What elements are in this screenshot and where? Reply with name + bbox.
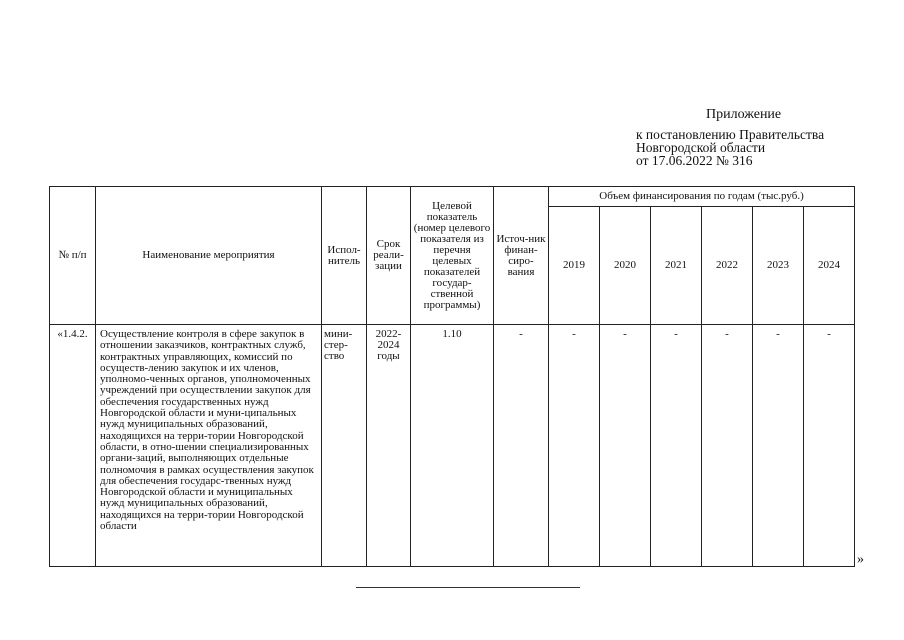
row-source: - [494, 325, 549, 567]
row-value-2020: - [600, 325, 651, 567]
table-row [50, 325, 855, 567]
header-year-2020: 2020 [600, 207, 651, 325]
appendix-title: Приложение [706, 107, 782, 122]
row-value-2023: - [753, 325, 804, 567]
header-year-2019: 2019 [549, 207, 600, 325]
header-source: Источ-ник финан-сиро-вания [494, 187, 549, 325]
closing-quote: » [857, 552, 864, 567]
appendix-line-1: к постановлению Правительства [636, 127, 825, 142]
row-executor: мини-стер-ство [322, 325, 367, 567]
appendix-line-3: от 17.06.2022 № 316 [636, 153, 753, 168]
row-term: 2022-2024 годы [367, 325, 411, 567]
footer-divider [356, 587, 580, 588]
header-year-2022: 2022 [702, 207, 753, 325]
row-name: Осуществление контроля в сфере закупок в отношении заказчиков, контрактных служб, контрактных управляющих, комиссий по осуществ-лению закупок и их членов, уполномо-ченных органов, уполномоченных учреждений при осуществлении закупок для обеспечения государственных нужд Новгородской области и муни-ципальных нужд муниципальных образований, находящихся на терри-тории Новгородской области, в отно-шении специализированных органи-заций, выполняющих отдельные полномочия в рамках осуществления закупок для обеспечения государс-твенных нужд Новгородской области и муниципальных нужд муниципальных образований, находящихся на терри-тории Новгородской области [96, 325, 322, 567]
header-year-2021: 2021 [651, 207, 702, 325]
row-value-2021: - [651, 325, 702, 567]
header-name: Наименование мероприятия [96, 187, 322, 325]
row-target: 1.10 [411, 325, 494, 567]
appendix-header [636, 108, 876, 167]
row-num: «1.4.2. [50, 325, 96, 567]
header-executor: Испол-нитель [322, 187, 367, 325]
appendix-line-2: Новгородской области [636, 140, 766, 155]
header-year-2024: 2024 [804, 207, 855, 325]
row-value-2024: - [804, 325, 855, 567]
header-funding: Объем финансирования по годам (тыс.руб.) [549, 187, 855, 207]
header-year-2023: 2023 [753, 207, 804, 325]
header-target: Целевой показатель (номер целевого показателя из перечня целевых показателей государ-ственной программы) [411, 187, 494, 325]
header-term: Срок реали-зации [367, 187, 411, 325]
measures-table [49, 186, 855, 567]
row-value-2022: - [702, 325, 753, 567]
header-num: № п/п [50, 187, 96, 325]
row-value-2019: - [549, 325, 600, 567]
